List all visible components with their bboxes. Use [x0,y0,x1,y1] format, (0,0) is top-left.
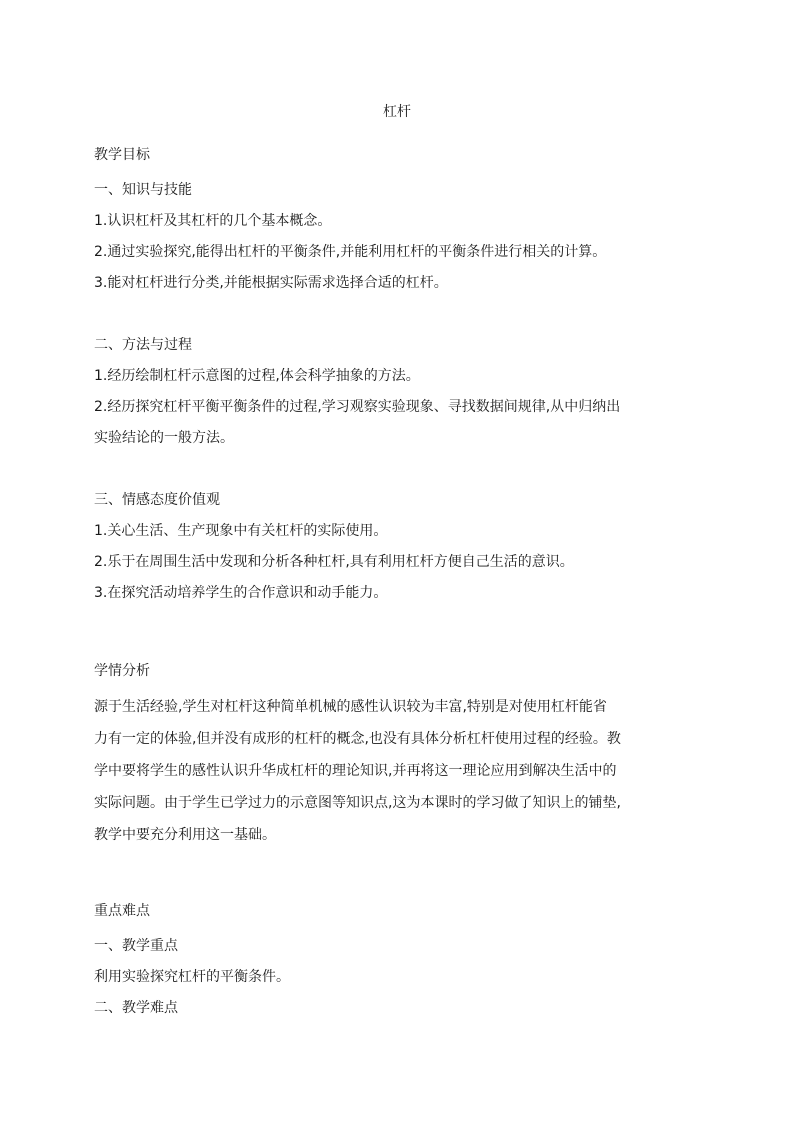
analysis-heading: 学情分析 [94,663,150,679]
method-item-1: 1.经历绘制杠杆示意图的过程,体会科学抽象的方法。 [94,368,420,384]
analysis-line-5: 教学中要充分利用这一基础。 [94,827,276,843]
focus-heading: 一、教学重点 [94,938,178,954]
analysis-line-3: 学中要将学生的感性认识升华成杠杆的理论知识,并再将这一理论应用到解决生活中的 [94,763,617,779]
analysis-line-1: 源于生活经验,学生对杠杆这种简单机械的感性认识较为丰富,特别是对使用杠杆能省 [94,699,607,715]
objectives-heading: 教学目标 [94,147,150,163]
method-heading: 二、方法与过程 [94,337,192,353]
focus-text: 利用实验探究杠杆的平衡条件。 [94,969,290,985]
analysis-line-4: 实际问题。由于学生已学过力的示意图等知识点,这为本课时的学习做了知识上的铺垫, [94,795,621,811]
analysis-line-2: 力有一定的体验,但并没有成形的杠杆的概念,也没有具体分析杠杆使用过程的经验。教 [94,731,621,747]
knowledge-item-2: 2.通过实验探究,能得出杠杆的平衡条件,并能利用杠杆的平衡条件进行相关的计算。 [94,244,607,260]
emotion-item-2: 2.乐于在周围生活中发现和分析各种杠杆,具有利用杠杆方便自己生活的意识。 [94,554,574,570]
method-item-2: 2.经历探究杠杆平衡平衡条件的过程,学习观察实验现象、寻找数据间规律,从中归纳出 [94,399,621,415]
knowledge-heading: 一、知识与技能 [94,182,192,198]
difficulty-heading: 二、教学难点 [94,1000,178,1016]
document-title: 杠杆 [383,104,411,120]
method-item-2-cont: 实验结论的一般方法。 [94,430,234,446]
emotion-heading: 三、情感态度价值观 [94,492,220,508]
emotion-item-1: 1.关心生活、生产现象中有关杠杆的实际使用。 [94,523,388,539]
knowledge-item-3: 3.能对杠杆进行分类,并能根据实际需求选择合适的杠杆。 [94,275,448,291]
knowledge-item-1: 1.认识杠杆及其杠杆的几个基本概念。 [94,213,332,229]
key-points-heading: 重点难点 [94,903,150,919]
emotion-item-3: 3.在探究活动培养学生的合作意识和动手能力。 [94,585,388,601]
